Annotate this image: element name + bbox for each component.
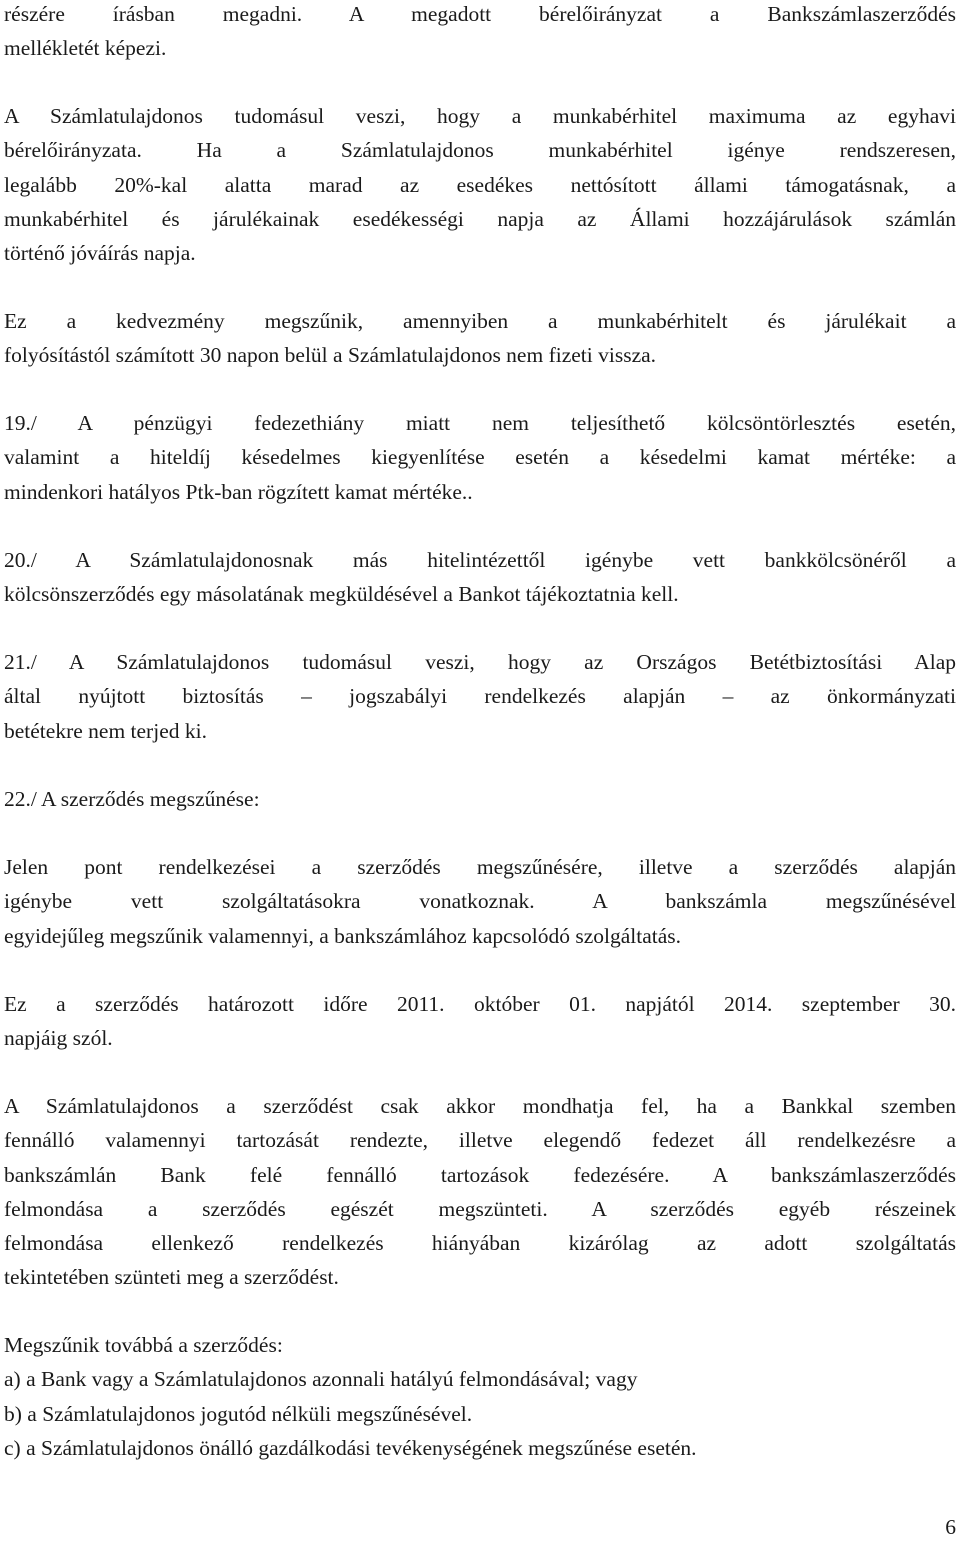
text-line: kölcsönszerződés egy másolatának megküldésével a Bankot tájékoztatnia kell. bbox=[4, 582, 679, 607]
text-line: valamint a hiteldíj késedelmes kiegyenlítése esetén a késedelmi kamat mértéke: a bbox=[4, 445, 956, 470]
list-item: a) a Bank vagy a Számlatulajdonos azonnali hatályú felmondásával; vagy bbox=[4, 1367, 638, 1392]
text-line: mellékletét képezi. bbox=[4, 36, 167, 61]
text-line: 22./ A szerződés megszűnése: bbox=[4, 787, 260, 811]
paragraph-hatarozott-ido bbox=[4, 987, 956, 1056]
text-line: Jelen pont rendelkezései a szerződés megszűnésére, illetve a szerződés alapján bbox=[4, 855, 956, 879]
termination-list bbox=[4, 1362, 956, 1465]
termination-list-block bbox=[4, 1328, 956, 1465]
text-line: felmondása a szerződés egészét megszünteti. A szerződés egyéb részeinek bbox=[4, 1196, 956, 1221]
paragraph-section-20 bbox=[4, 543, 956, 612]
text-line: 20./ A Számlatulajdonosnak más hitelintézettől igénybe vett bankkölcsönéről a bbox=[4, 548, 956, 572]
page-number: 6 bbox=[945, 1515, 956, 1539]
text-line: 19./ A pénzügyi fedezethiány miatt nem teljesíthető kölcsöntörlesztés esetén, bbox=[4, 411, 956, 435]
text-line: bankszámlán Bank felé fennálló tartozások fedezésére. A bankszámlaszerződés bbox=[4, 1162, 956, 1187]
text-line: Ez a kedvezmény megszűnik, amennyiben a munkabérhitelt és járulékait a bbox=[4, 309, 956, 333]
text-line: fennálló valamennyi tartozását rendezte, illetve elegendő fedezet áll rendelkezésre a bbox=[4, 1128, 956, 1153]
paragraph-section-19 bbox=[4, 406, 956, 509]
text-line: bérelőirányzata. Ha a Számlatulajdonos munkabérhitel igénye rendszeresen, bbox=[4, 138, 956, 163]
paragraph-bereloiranyzat-intro bbox=[4, 0, 956, 66]
text-line: folyósítástól számított 30 napon belül a Számlatulajdonos nem fizeti vissza. bbox=[4, 343, 657, 368]
text-line: betétekre nem terjed ki. bbox=[4, 718, 207, 743]
paragraph-felmondas bbox=[4, 1089, 956, 1295]
text-line: felmondása ellenkező rendelkezés hiányában kizárólag az adott szolgáltatás bbox=[4, 1231, 956, 1256]
text-line: által nyújtott biztosítás – jogszabályi rendelkezés alapján – az önkormányzati bbox=[4, 684, 956, 709]
paragraph-section-21 bbox=[4, 645, 956, 748]
paragraph-kedvezmeny-megszunik bbox=[4, 304, 956, 373]
text-line: A Számlatulajdonos tudomásul veszi, hogy a munkabérhitel maximuma az egyhavi bbox=[4, 104, 956, 128]
text-line: A Számlatulajdonos a szerződést csak akkor mondhatja fel, ha a Bankkal szemben bbox=[4, 1094, 956, 1118]
text-line: Ez a szerződés határozott időre 2011. október 01. napjától 2014. szeptember 30. bbox=[4, 992, 956, 1016]
paragraph-munkaberhitel-maximum bbox=[4, 99, 956, 270]
text-line: legalább 20%-kal alatta marad az esedékes nettósított állami támogatásnak, a bbox=[4, 172, 956, 197]
list-item: c) a Számlatulajdonos önálló gazdálkodási tevékenységének megszűnése esetén. bbox=[4, 1435, 697, 1460]
text-line: mindenkori hatályos Ptk-ban rögzített kamat mértéke.. bbox=[4, 479, 473, 504]
text-line: egyidejűleg megszűnik valamennyi, a bankszámlához kapcsolódó szolgáltatás. bbox=[4, 923, 682, 948]
text-line: munkabérhitel és járulékainak esedékességi napja az Állami hozzájárulások számlán bbox=[4, 206, 956, 231]
list-item: b) a Számlatulajdonos jogutód nélküli megszűnésével. bbox=[4, 1401, 473, 1426]
text-line: történő jóváírás napja. bbox=[4, 241, 196, 266]
text-line: tekintetében szünteti meg a szerződést. bbox=[4, 1265, 339, 1290]
section-heading-22 bbox=[4, 782, 956, 816]
paragraph-rendelkezesek bbox=[4, 850, 956, 953]
text-line: 21./ A Számlatulajdonos tudomásul veszi, hogy az Országos Betétbiztosítási Alap bbox=[4, 650, 956, 674]
text-line: napjáig szól. bbox=[4, 1026, 113, 1051]
text-line: igénybe vett szolgáltatásokra vonatkoznak. A bankszámla megszűnésével bbox=[4, 889, 956, 914]
list-intro: Megszűnik továbbá a szerződés: bbox=[4, 1333, 283, 1357]
text-line: részére írásban megadni. A megadott bérelőirányzat a Bankszámlaszerződés bbox=[4, 2, 956, 26]
